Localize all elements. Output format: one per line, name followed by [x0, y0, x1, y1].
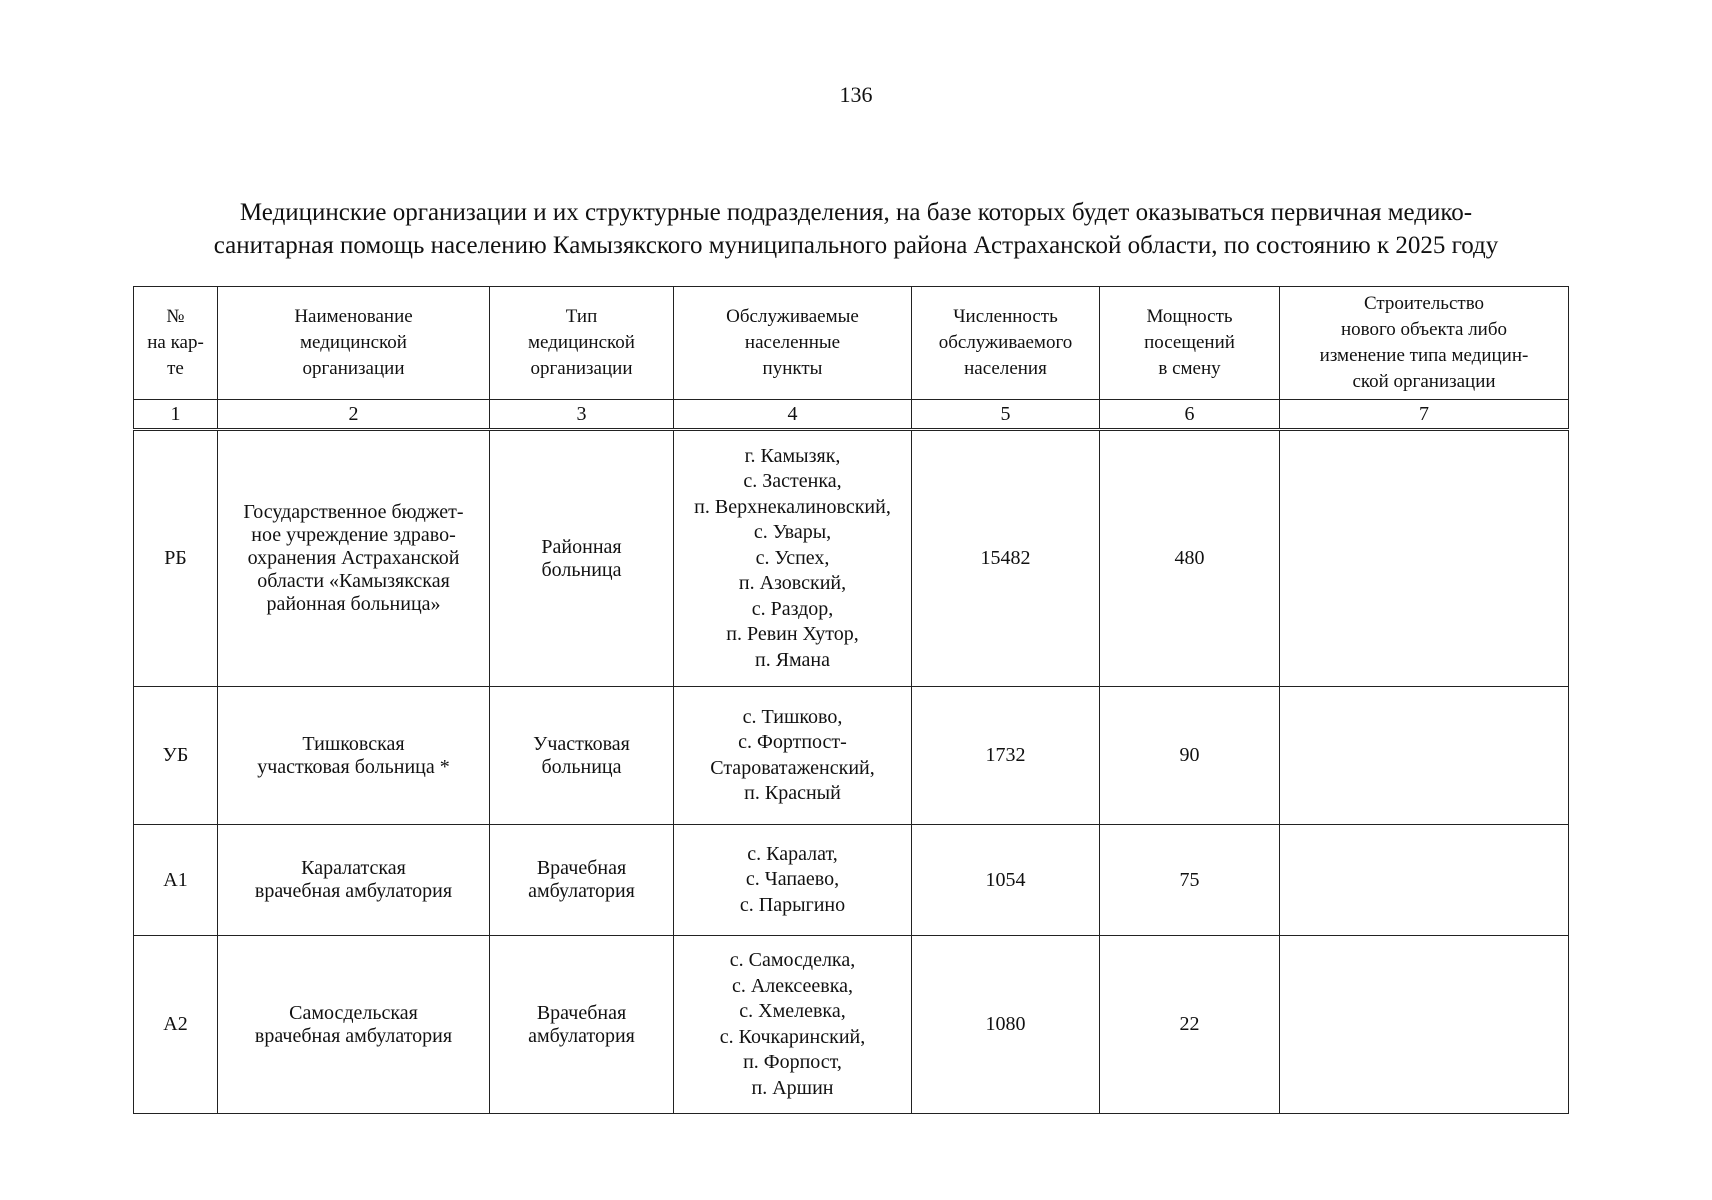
organization-type-cell: Врачебная амбулатория — [490, 825, 674, 936]
settlement-item: с. Фортпост- — [738, 731, 847, 753]
header-map-number: № на кар- те — [134, 287, 218, 400]
column-number: 5 — [912, 400, 1100, 430]
settlement-item: п. Ямана — [754, 648, 831, 671]
settlement-item: с. Увары, — [753, 521, 832, 544]
column-number-row — [134, 400, 1569, 430]
settlement-item: с. Кочкаринский, — [719, 1025, 866, 1048]
column-number: 7 — [1280, 400, 1569, 430]
settlement-item: п. Красный — [744, 782, 841, 804]
population-cell: 1080 — [912, 936, 1100, 1114]
settlement-item: г. Камызяк, — [744, 444, 841, 467]
settlement-item: п. Азовский, — [738, 572, 847, 595]
settlement-item: п. Аршин — [751, 1076, 834, 1099]
settlement-item: с. Хмелевка, — [739, 1000, 846, 1022]
settlement-item: п. Ревин Хутор, — [726, 623, 859, 646]
settlement-item: с. Каралат, — [747, 842, 838, 865]
map-number-cell: УБ — [134, 687, 218, 825]
population-cell: 1732 — [912, 687, 1100, 825]
organization-type-cell: Участковая больница — [490, 687, 674, 825]
header-organization-name: Наименование медицинской организации — [218, 287, 490, 400]
capacity-cell: 480 — [1100, 430, 1280, 687]
construction-cell — [1280, 936, 1569, 1114]
organization-type-cell: Районная больница — [490, 430, 674, 687]
column-number: 1 — [134, 400, 218, 430]
table-row — [134, 825, 1569, 936]
settlements-cell — [674, 936, 912, 1114]
organization-name-cell: Государственное бюджет- ное учреждение здраво- охранения Астраханской области «Камызякская районная больница» — [218, 430, 490, 687]
header-row — [134, 287, 1569, 400]
settlement-item: п. Верхнекалиновский, — [694, 495, 891, 518]
settlement-item: с. Успех, — [755, 546, 830, 569]
table-row — [134, 687, 1569, 825]
page-number: 136 — [839, 82, 873, 107]
title-line: Медицинские организации и их структурные подразделения, на базе которых будет оказываться первичная медико- — [239, 199, 1473, 226]
column-number: 2 — [218, 400, 490, 430]
construction-cell — [1280, 687, 1569, 825]
header-population: Численность обслуживаемого населения — [912, 287, 1100, 400]
settlement-item: п. Форпост, — [743, 1051, 842, 1073]
map-number-cell: А1 — [134, 825, 218, 936]
header-construction: Строительство нового объекта либо изменение типа медицин- ской организации — [1280, 287, 1569, 400]
settlement-item: Староватаженский, — [710, 756, 875, 779]
settlement-item: с. Парыгино — [739, 893, 846, 916]
map-number-cell: РБ — [134, 430, 218, 687]
medical-organizations-table — [133, 286, 1569, 1114]
organization-name-cell: Тишковская участковая больница * — [218, 687, 490, 825]
organization-name-cell: Самосдельская врачебная амбулатория — [218, 936, 490, 1114]
capacity-cell: 75 — [1100, 825, 1280, 936]
settlement-item: с. Тишково, — [742, 705, 843, 728]
map-number-cell: А2 — [134, 936, 218, 1114]
organization-type-cell: Врачебная амбулатория — [490, 936, 674, 1114]
document-title — [100, 196, 1612, 262]
table-row — [134, 430, 1569, 687]
column-number: 4 — [674, 400, 912, 430]
settlement-item: с. Раздор, — [751, 597, 834, 620]
column-number: 3 — [490, 400, 674, 430]
settlement-item: с. Застенка, — [743, 470, 842, 493]
table-row — [134, 936, 1569, 1114]
settlements-cell — [674, 430, 912, 687]
column-number: 6 — [1100, 400, 1280, 430]
header-organization-type: Тип медицинской организации — [490, 287, 674, 400]
capacity-cell: 90 — [1100, 687, 1280, 825]
settlements-cell — [674, 825, 912, 936]
settlements-cell — [674, 687, 912, 825]
organization-name-cell: Каралатская врачебная амбулатория — [218, 825, 490, 936]
population-cell: 15482 — [912, 430, 1100, 687]
header-settlements: Обслуживаемые населенные пункты — [674, 287, 912, 400]
settlement-item: с. Самосделка, — [729, 949, 856, 971]
construction-cell — [1280, 825, 1569, 936]
construction-cell — [1280, 430, 1569, 687]
title-line: санитарная помощь населению Камызякского муниципального района Астраханской области, по состоянию к 2025 году — [213, 232, 1499, 259]
settlement-item: с. Чапаево, — [745, 868, 840, 891]
settlement-item: с. Алексеевка, — [731, 974, 853, 997]
capacity-cell: 22 — [1100, 936, 1280, 1114]
header-capacity: Мощность посещений в смену — [1100, 287, 1280, 400]
population-cell: 1054 — [912, 825, 1100, 936]
